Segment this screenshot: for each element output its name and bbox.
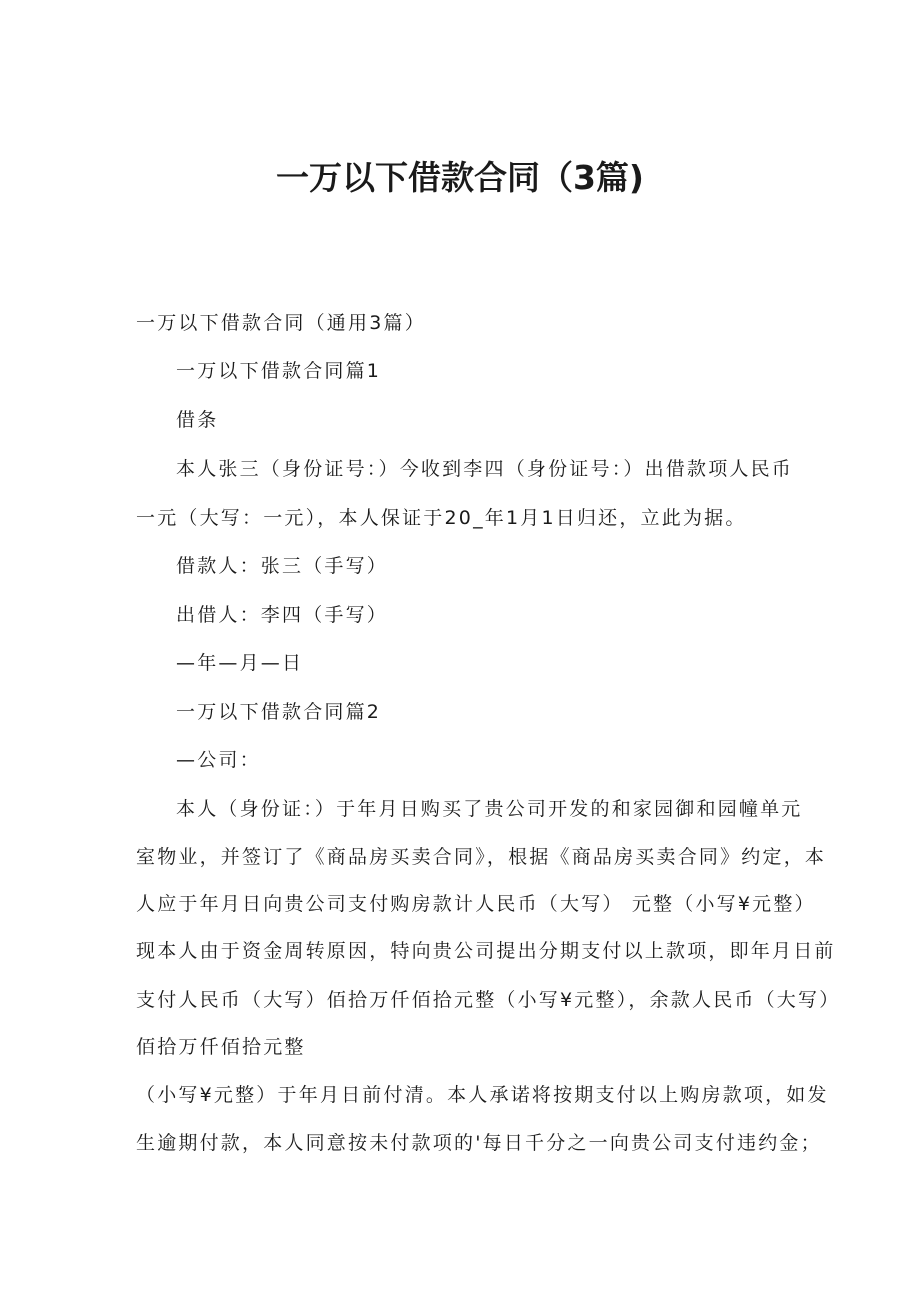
salutation-line: —公司：: [176, 749, 261, 771]
paragraph-line: 支付人民币（大写）佰拾万仟佰拾元整（小写¥元整），余款人民币（大写）: [136, 989, 841, 1011]
paragraph-line: 人应于年月日向贵公司支付购房款计人民币（大写） 元整（小写¥元整）: [136, 893, 816, 915]
section-heading-2: 一万以下借款合同篇2: [176, 701, 382, 723]
paragraph-line: 生逾期付款，本人同意按未付款项的'每日千分之一向贵公司支付违约金；: [136, 1132, 822, 1154]
section-heading-1: 一万以下借款合同篇1: [176, 360, 382, 382]
paragraph-line: 一元（大写：一元），本人保证于20_年1月1日归还，立此为据。: [136, 507, 747, 529]
paragraph-line: （小写¥元整）于年月日前付清。本人承诺将按期支付以上购房款项，如发: [136, 1084, 829, 1106]
paragraph-line: 室物业，并签订了《商品房买卖合同》，根据《商品房买卖合同》约定，本: [136, 846, 827, 868]
paragraph-line: 佰拾万仟佰拾元整: [136, 1036, 306, 1058]
paragraph-line: 本人（身份证：）于年月日购买了贵公司开发的和家园御和园幢单元: [176, 798, 803, 820]
iou-heading: 借条: [176, 409, 219, 431]
document-title: 一万以下借款合同（3篇): [275, 158, 645, 197]
document-subtitle: 一万以下借款合同（通用3篇）: [136, 312, 426, 334]
paragraph-line: 本人张三（身份证号：）今收到李四（身份证号：）出借款项人民币: [176, 458, 794, 480]
paragraph-line: 现本人由于资金周转原因，特向贵公司提出分期支付以上款项，即年月日前: [136, 940, 836, 962]
borrower-line: 借款人：张三（手写）: [176, 555, 389, 577]
date-line: —年—月—日: [176, 652, 304, 674]
lender-line: 出借人：李四（手写）: [176, 604, 389, 626]
